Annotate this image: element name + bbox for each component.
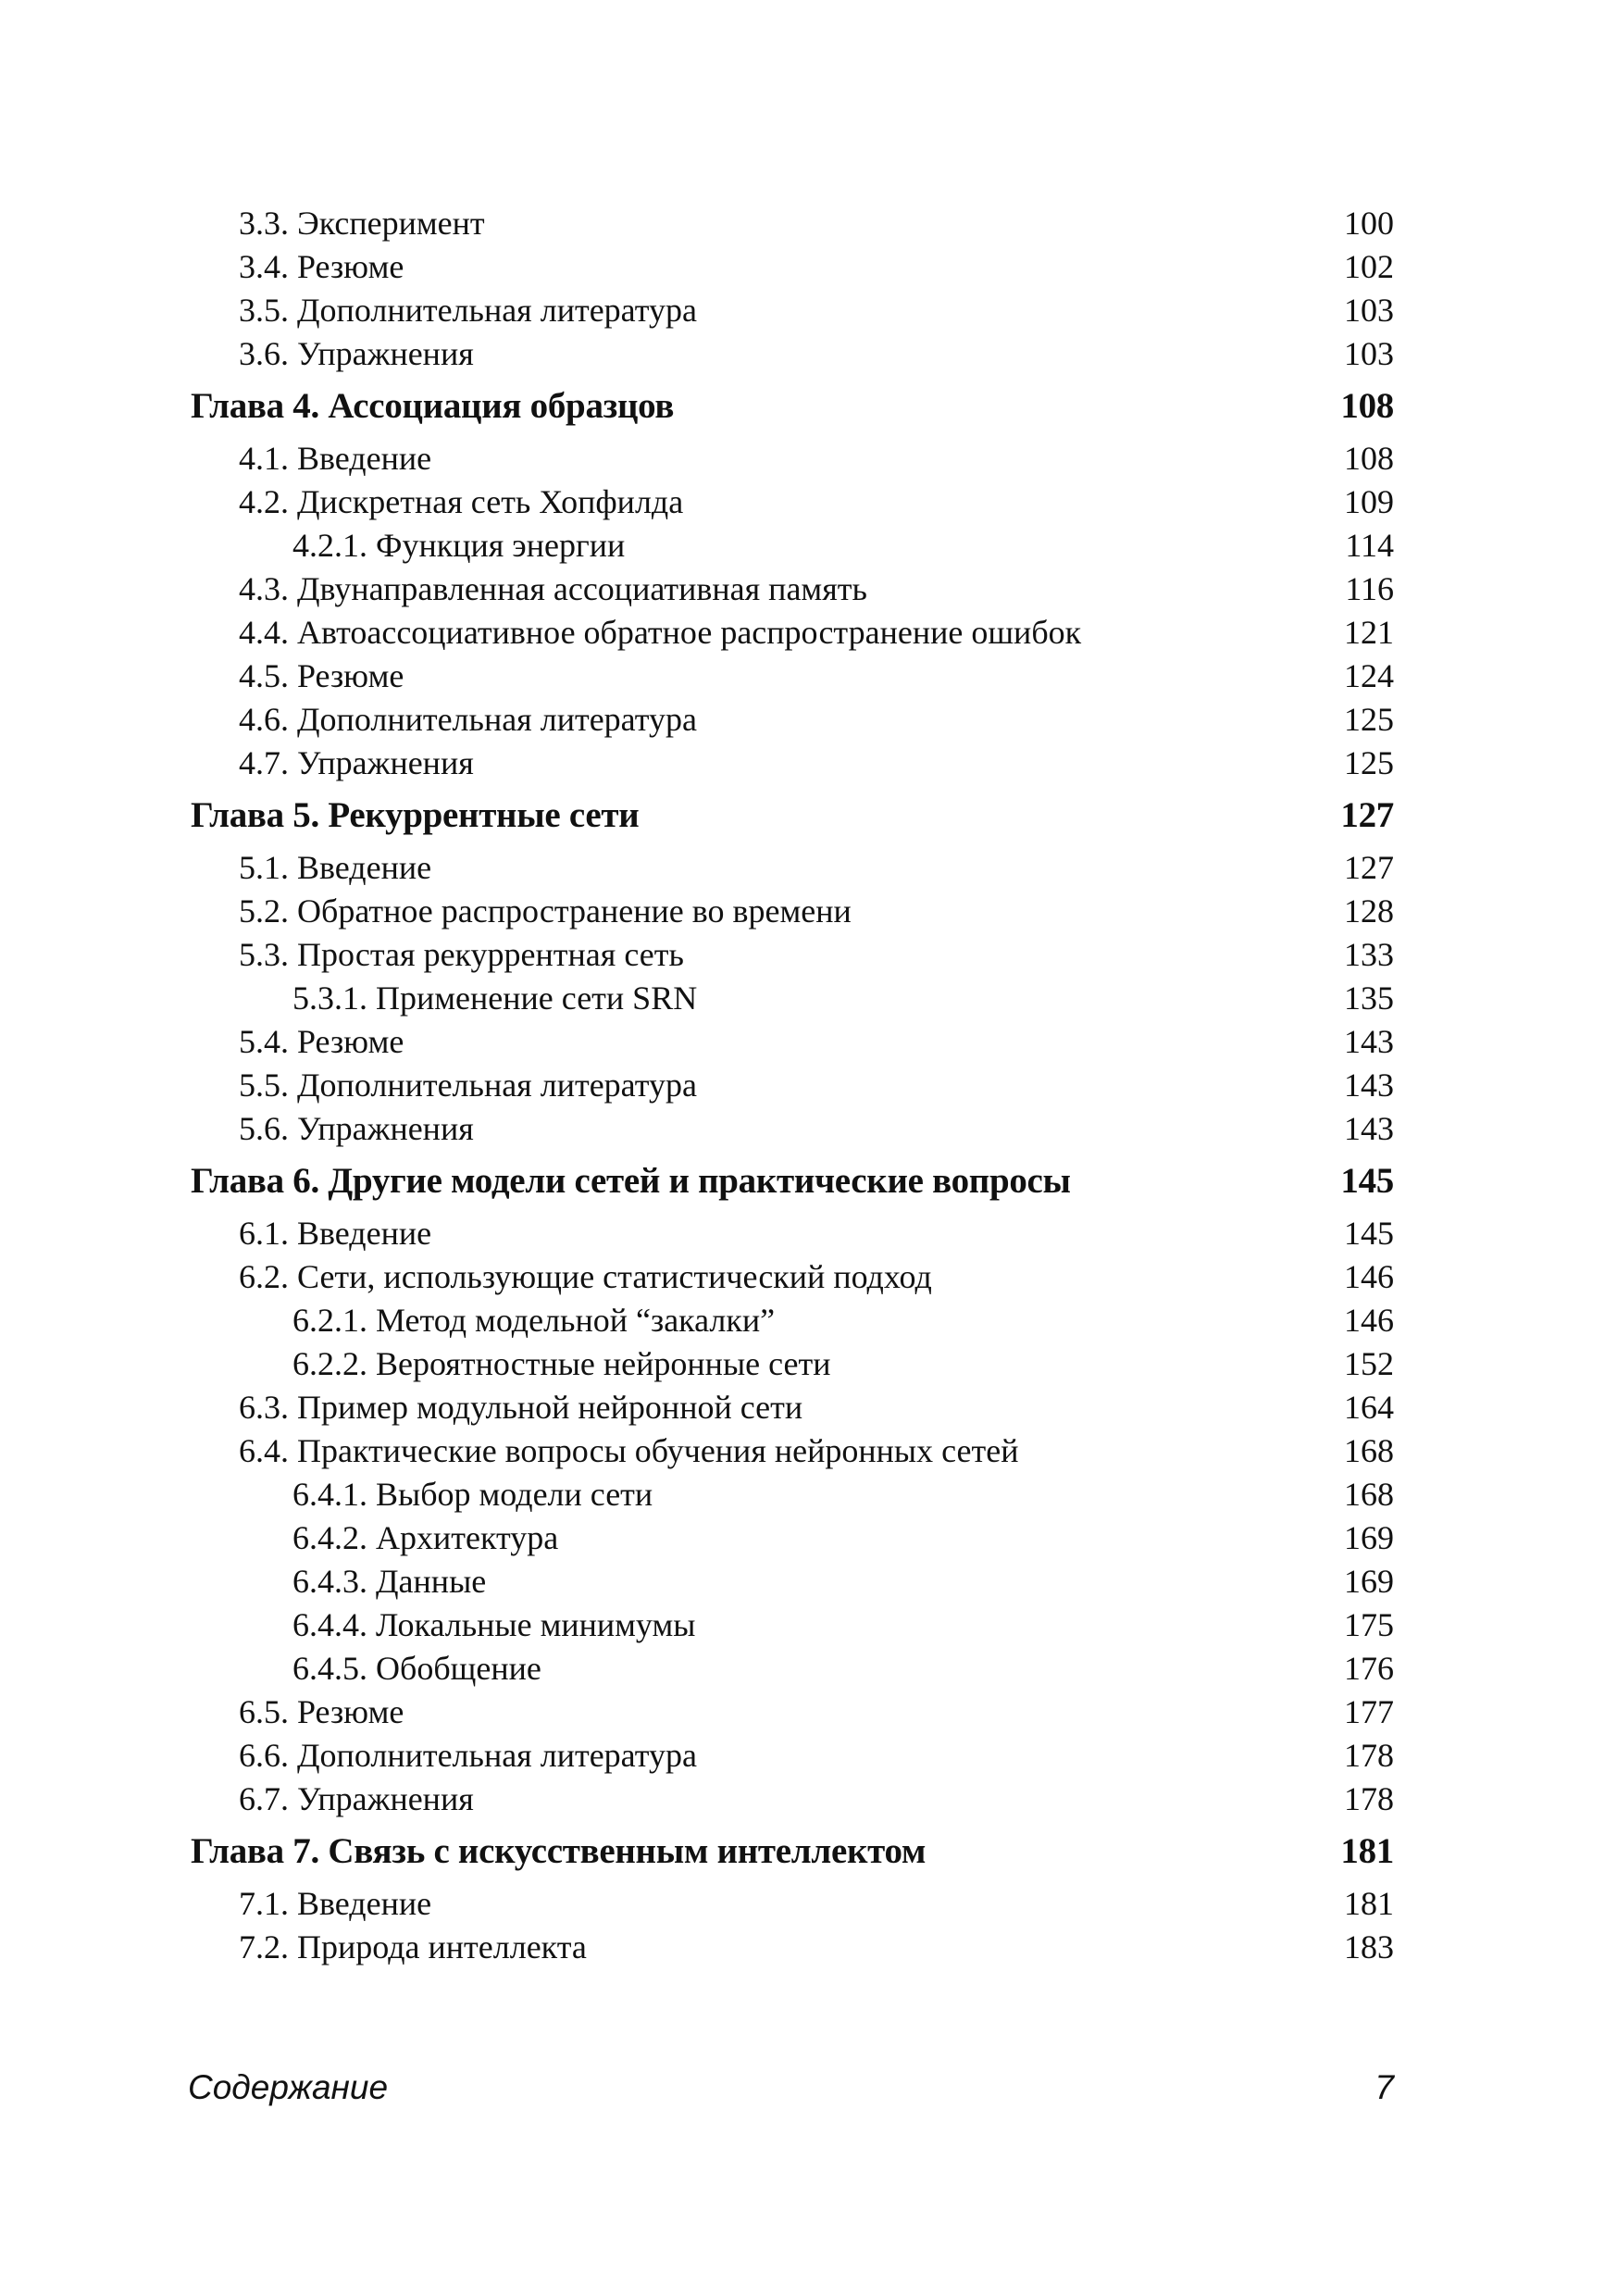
toc-section-row <box>191 742 1394 785</box>
toc-subsection-row <box>191 524 1394 568</box>
toc-entry-title: 6.2. Сети, использующие статистический подход <box>239 1258 932 1295</box>
toc-entry-title: Глава 7. Связь с искусственным интеллектом <box>191 1831 927 1871</box>
toc-entry-page: 146 <box>1344 1258 1394 1295</box>
toc-subsection-row <box>191 1603 1394 1647</box>
table-of-contents <box>191 202 1394 1969</box>
toc-entry-page: 168 <box>1344 1432 1394 1469</box>
toc-entry-page: 127 <box>1344 849 1394 886</box>
toc-section-row <box>191 1691 1394 1734</box>
toc-section-row <box>191 933 1394 977</box>
toc-section-row <box>191 437 1394 480</box>
toc-entry-title: 4.2. Дискретная сеть Хопфилда <box>239 483 684 520</box>
toc-section-row <box>191 245 1394 289</box>
toc-entry-title: 6.3. Пример модульной нейронной сети <box>239 1389 803 1426</box>
toc-entry-page: 125 <box>1344 701 1394 738</box>
toc-entry-title: Глава 6. Другие модели сетей и практические вопросы <box>191 1161 1071 1201</box>
toc-chapter-row <box>191 376 1394 437</box>
toc-entry-page: 181 <box>1344 1885 1394 1922</box>
toc-entry-title: 4.1. Введение <box>239 440 432 477</box>
toc-chapter-row <box>191 1151 1394 1212</box>
toc-entry-page: 121 <box>1344 614 1394 651</box>
toc-entry-title: 3.4. Резюме <box>239 248 404 285</box>
toc-entry-title: 5.3. Простая рекуррентная сеть <box>239 936 684 973</box>
toc-entry-title: 6.4.5. Обобщение <box>292 1650 541 1687</box>
toc-entry-page: 143 <box>1344 1110 1394 1147</box>
toc-chapter-row <box>191 785 1394 846</box>
toc-section-row <box>191 1064 1394 1107</box>
toc-chapter-row <box>191 1821 1394 1882</box>
footer-page-number: 7 <box>1374 2068 1394 2106</box>
toc-section-row <box>191 1429 1394 1473</box>
toc-entry-page: 103 <box>1344 292 1394 329</box>
toc-entry-title: 5.4. Резюме <box>239 1023 404 1060</box>
toc-entry-page: 133 <box>1344 936 1394 973</box>
toc-entry-page: 128 <box>1344 892 1394 930</box>
toc-entry-title: 5.6. Упражнения <box>239 1110 474 1147</box>
toc-subsection-row <box>191 1560 1394 1603</box>
toc-entry-title: 6.1. Введение <box>239 1215 432 1252</box>
toc-entry-page: 175 <box>1344 1606 1394 1643</box>
toc-entry-title: 5.1. Введение <box>239 849 432 886</box>
toc-subsection-row <box>191 1473 1394 1516</box>
toc-entry-page: 127 <box>1340 795 1394 835</box>
toc-subsection-row <box>191 1342 1394 1386</box>
toc-entry-title: Глава 5. Рекуррентные сети <box>191 795 640 835</box>
toc-entry-title: 3.5. Дополнительная литература <box>239 292 697 329</box>
toc-entry-page: 181 <box>1340 1831 1394 1871</box>
toc-section-row <box>191 1882 1394 1926</box>
toc-section-row <box>191 1778 1394 1821</box>
toc-entry-page: 152 <box>1344 1345 1394 1382</box>
toc-entry-title: 6.6. Дополнительная литература <box>239 1737 697 1774</box>
toc-section-row <box>191 1926 1394 1969</box>
toc-entry-title: 4.5. Резюме <box>239 657 404 694</box>
toc-subsection-row <box>191 1516 1394 1560</box>
toc-entry-title: 6.4.2. Архитектура <box>292 1519 559 1556</box>
toc-entry-title: 4.4. Автоассоциативное обратное распространение ошибок <box>239 614 1082 651</box>
toc-entry-page: 145 <box>1340 1161 1394 1201</box>
toc-entry-page: 146 <box>1344 1302 1394 1339</box>
toc-entry-title: 6.4.1. Выбор модели сети <box>292 1476 653 1513</box>
toc-section-row <box>191 289 1394 332</box>
toc-section-row <box>191 1107 1394 1151</box>
toc-subsection-row <box>191 977 1394 1020</box>
toc-section-row <box>191 655 1394 698</box>
toc-section-row <box>191 611 1394 655</box>
toc-entry-title: 6.5. Резюме <box>239 1693 404 1730</box>
toc-entry-page: 108 <box>1344 440 1394 477</box>
toc-entry-title: 3.3. Эксперимент <box>239 205 485 242</box>
toc-entry-title: 7.2. Природа интеллекта <box>239 1928 587 1965</box>
toc-entry-page: 169 <box>1344 1519 1394 1556</box>
toc-entry-title: 4.7. Упражнения <box>239 744 474 781</box>
toc-section-row <box>191 1020 1394 1064</box>
toc-entry-title: 5.2. Обратное распространение во времени <box>239 892 852 930</box>
toc-entry-title: Глава 4. Ассоциация образцов <box>191 386 675 426</box>
toc-entry-page: 103 <box>1344 335 1394 372</box>
toc-entry-page: 164 <box>1344 1389 1394 1426</box>
toc-entry-page: 183 <box>1344 1928 1394 1965</box>
toc-section-row <box>191 890 1394 933</box>
toc-entry-title: 5.5. Дополнительная литература <box>239 1067 697 1104</box>
toc-entry-title: 6.2.2. Вероятностные нейронные сети <box>292 1345 831 1382</box>
toc-section-row <box>191 568 1394 611</box>
toc-section-row <box>191 1212 1394 1255</box>
toc-entry-page: 143 <box>1344 1023 1394 1060</box>
toc-entry-title: 4.6. Дополнительная литература <box>239 701 697 738</box>
toc-entry-title: 5.3.1. Применение сети SRN <box>292 980 698 1017</box>
toc-entry-page: 116 <box>1345 570 1394 607</box>
toc-section-row <box>191 332 1394 376</box>
toc-entry-page: 178 <box>1344 1737 1394 1774</box>
toc-section-row <box>191 1386 1394 1429</box>
toc-subsection-row <box>191 1299 1394 1342</box>
toc-section-row <box>191 202 1394 245</box>
toc-entry-title: 3.6. Упражнения <box>239 335 474 372</box>
toc-section-row <box>191 480 1394 524</box>
toc-entry-title: 4.2.1. Функция энергии <box>292 527 626 564</box>
toc-entry-title: 6.7. Упражнения <box>239 1780 474 1817</box>
toc-entry-page: 176 <box>1344 1650 1394 1687</box>
toc-entry-page: 109 <box>1344 483 1394 520</box>
toc-entry-title: 6.4. Практические вопросы обучения нейронных сетей <box>239 1432 1019 1469</box>
toc-entry-page: 135 <box>1344 980 1394 1017</box>
toc-entry-page: 102 <box>1344 248 1394 285</box>
toc-section-row <box>191 698 1394 742</box>
toc-section-row <box>191 846 1394 890</box>
toc-entry-title: 7.1. Введение <box>239 1885 432 1922</box>
toc-section-row <box>191 1734 1394 1778</box>
toc-entry-page: 125 <box>1344 744 1394 781</box>
toc-entry-page: 114 <box>1345 527 1394 564</box>
toc-entry-page: 108 <box>1340 386 1394 426</box>
toc-entry-page: 169 <box>1344 1563 1394 1600</box>
toc-entry-page: 143 <box>1344 1067 1394 1104</box>
page-footer <box>188 2060 1394 2115</box>
toc-subsection-row <box>191 1647 1394 1691</box>
toc-entry-page: 124 <box>1344 657 1394 694</box>
toc-entry-title: 6.4.3. Данные <box>292 1563 487 1600</box>
toc-entry-title: 6.4.4. Локальные минимумы <box>292 1606 696 1643</box>
toc-entry-page: 178 <box>1344 1780 1394 1817</box>
toc-entry-title: 6.2.1. Метод модельной “закалки” <box>292 1302 776 1339</box>
toc-entry-page: 100 <box>1344 205 1394 242</box>
footer-title: Содержание <box>188 2068 389 2106</box>
toc-section-row <box>191 1255 1394 1299</box>
toc-entry-page: 177 <box>1344 1693 1394 1730</box>
toc-entry-title: 4.3. Двунаправленная ассоциативная память <box>239 570 867 607</box>
toc-entry-page: 168 <box>1344 1476 1394 1513</box>
toc-entry-page: 145 <box>1344 1215 1394 1252</box>
